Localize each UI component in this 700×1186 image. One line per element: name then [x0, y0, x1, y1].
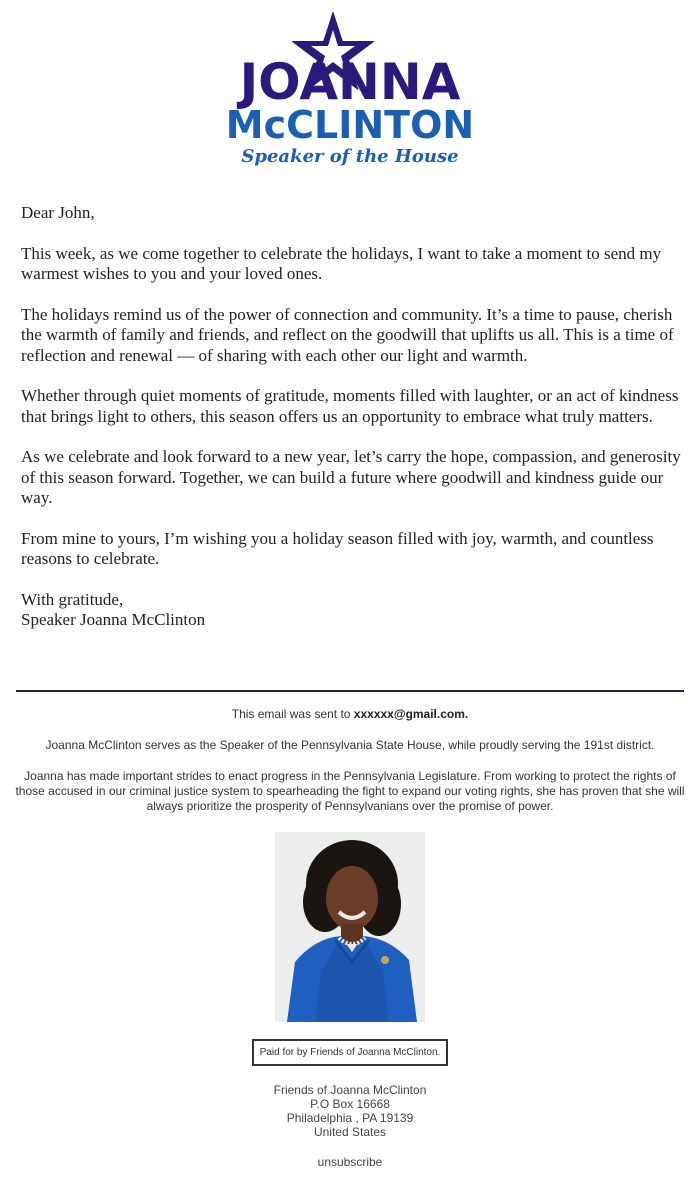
unsubscribe-link[interactable]: unsubscribe: [317, 1155, 383, 1169]
mailing-address: [0, 1083, 700, 1139]
paid-for-text: Paid for by Friends of Joanna McClinton.: [259, 1047, 441, 1058]
letter-paragraph: The holidays remind us of the power of connection and community. It’s a time to pause, cherish the warmth of family and friends, and reflect on the goodwill that uplifts us all. This is a time of reflection and renewal — of sharing with each other our light and warmth.: [21, 304, 674, 365]
letter-greeting: Dear John,: [21, 203, 95, 222]
letter-paragraph: As we celebrate and look forward to a new year, let’s carry the hope, compassion, and generosity of this season forward. Together, we can build a future where goodwill and kindness guide our way.: [21, 447, 681, 507]
bio-summary: Joanna McClinton serves as the Speaker of the Pennsylvania State House, while proudly serving the 191st district.: [45, 738, 655, 752]
sent-to-prefix: This email was sent to: [231, 707, 354, 721]
letter-signature: Speaker Joanna McClinton: [21, 610, 206, 629]
address-city: Philadelphia , PA 19139: [286, 1111, 414, 1125]
campaign-logo: [0, 0, 700, 180]
letter-paragraph: From mine to yours, I’m wishing you a holiday season filled with joy, warmth, and countless reasons to celebrate.: [21, 528, 654, 568]
letter-body: [21, 203, 686, 631]
bio-details: Joanna has made important strides to enact progress in the Pennsylvania Legislature. From working to protect the rights of those accused in our criminal justice system to spearheading the fight to expand our voting rights, she has proven that she will always prioritize the prosperity of Pennsylvanians over the promise of power.: [15, 769, 685, 813]
letter-paragraph: This week, as we come together to celebrate the holidays, I want to take a moment to send my warmest wishes to you and your loved ones.: [21, 243, 662, 283]
candidate-photo: [275, 832, 425, 1022]
email-footer: [12, 707, 688, 814]
address-country: United States: [313, 1125, 387, 1139]
logo-name-last: McCLINTON: [225, 103, 475, 147]
letter-paragraph: Whether through quiet moments of gratitude, moments filled with laughter, or an act of kindness that brings light to others, this season offers us an opportunity to embrace what truly matters.: [21, 386, 679, 426]
letter-closing: With gratitude,: [21, 589, 124, 609]
logo-name-first: JOANNA: [239, 53, 461, 111]
sent-to-notice: [12, 707, 688, 722]
paid-for-disclaimer: [252, 1039, 448, 1066]
address-box: P.O Box 16668: [310, 1097, 390, 1111]
unsubscribe-row: [0, 1155, 700, 1169]
logo-tagline: Speaker of the House: [241, 146, 459, 167]
address-org: Friends of Joanna McClinton: [273, 1083, 427, 1097]
recipient-email: xxxxxx@gmail.com.: [353, 707, 469, 721]
footer-divider: [16, 690, 684, 692]
